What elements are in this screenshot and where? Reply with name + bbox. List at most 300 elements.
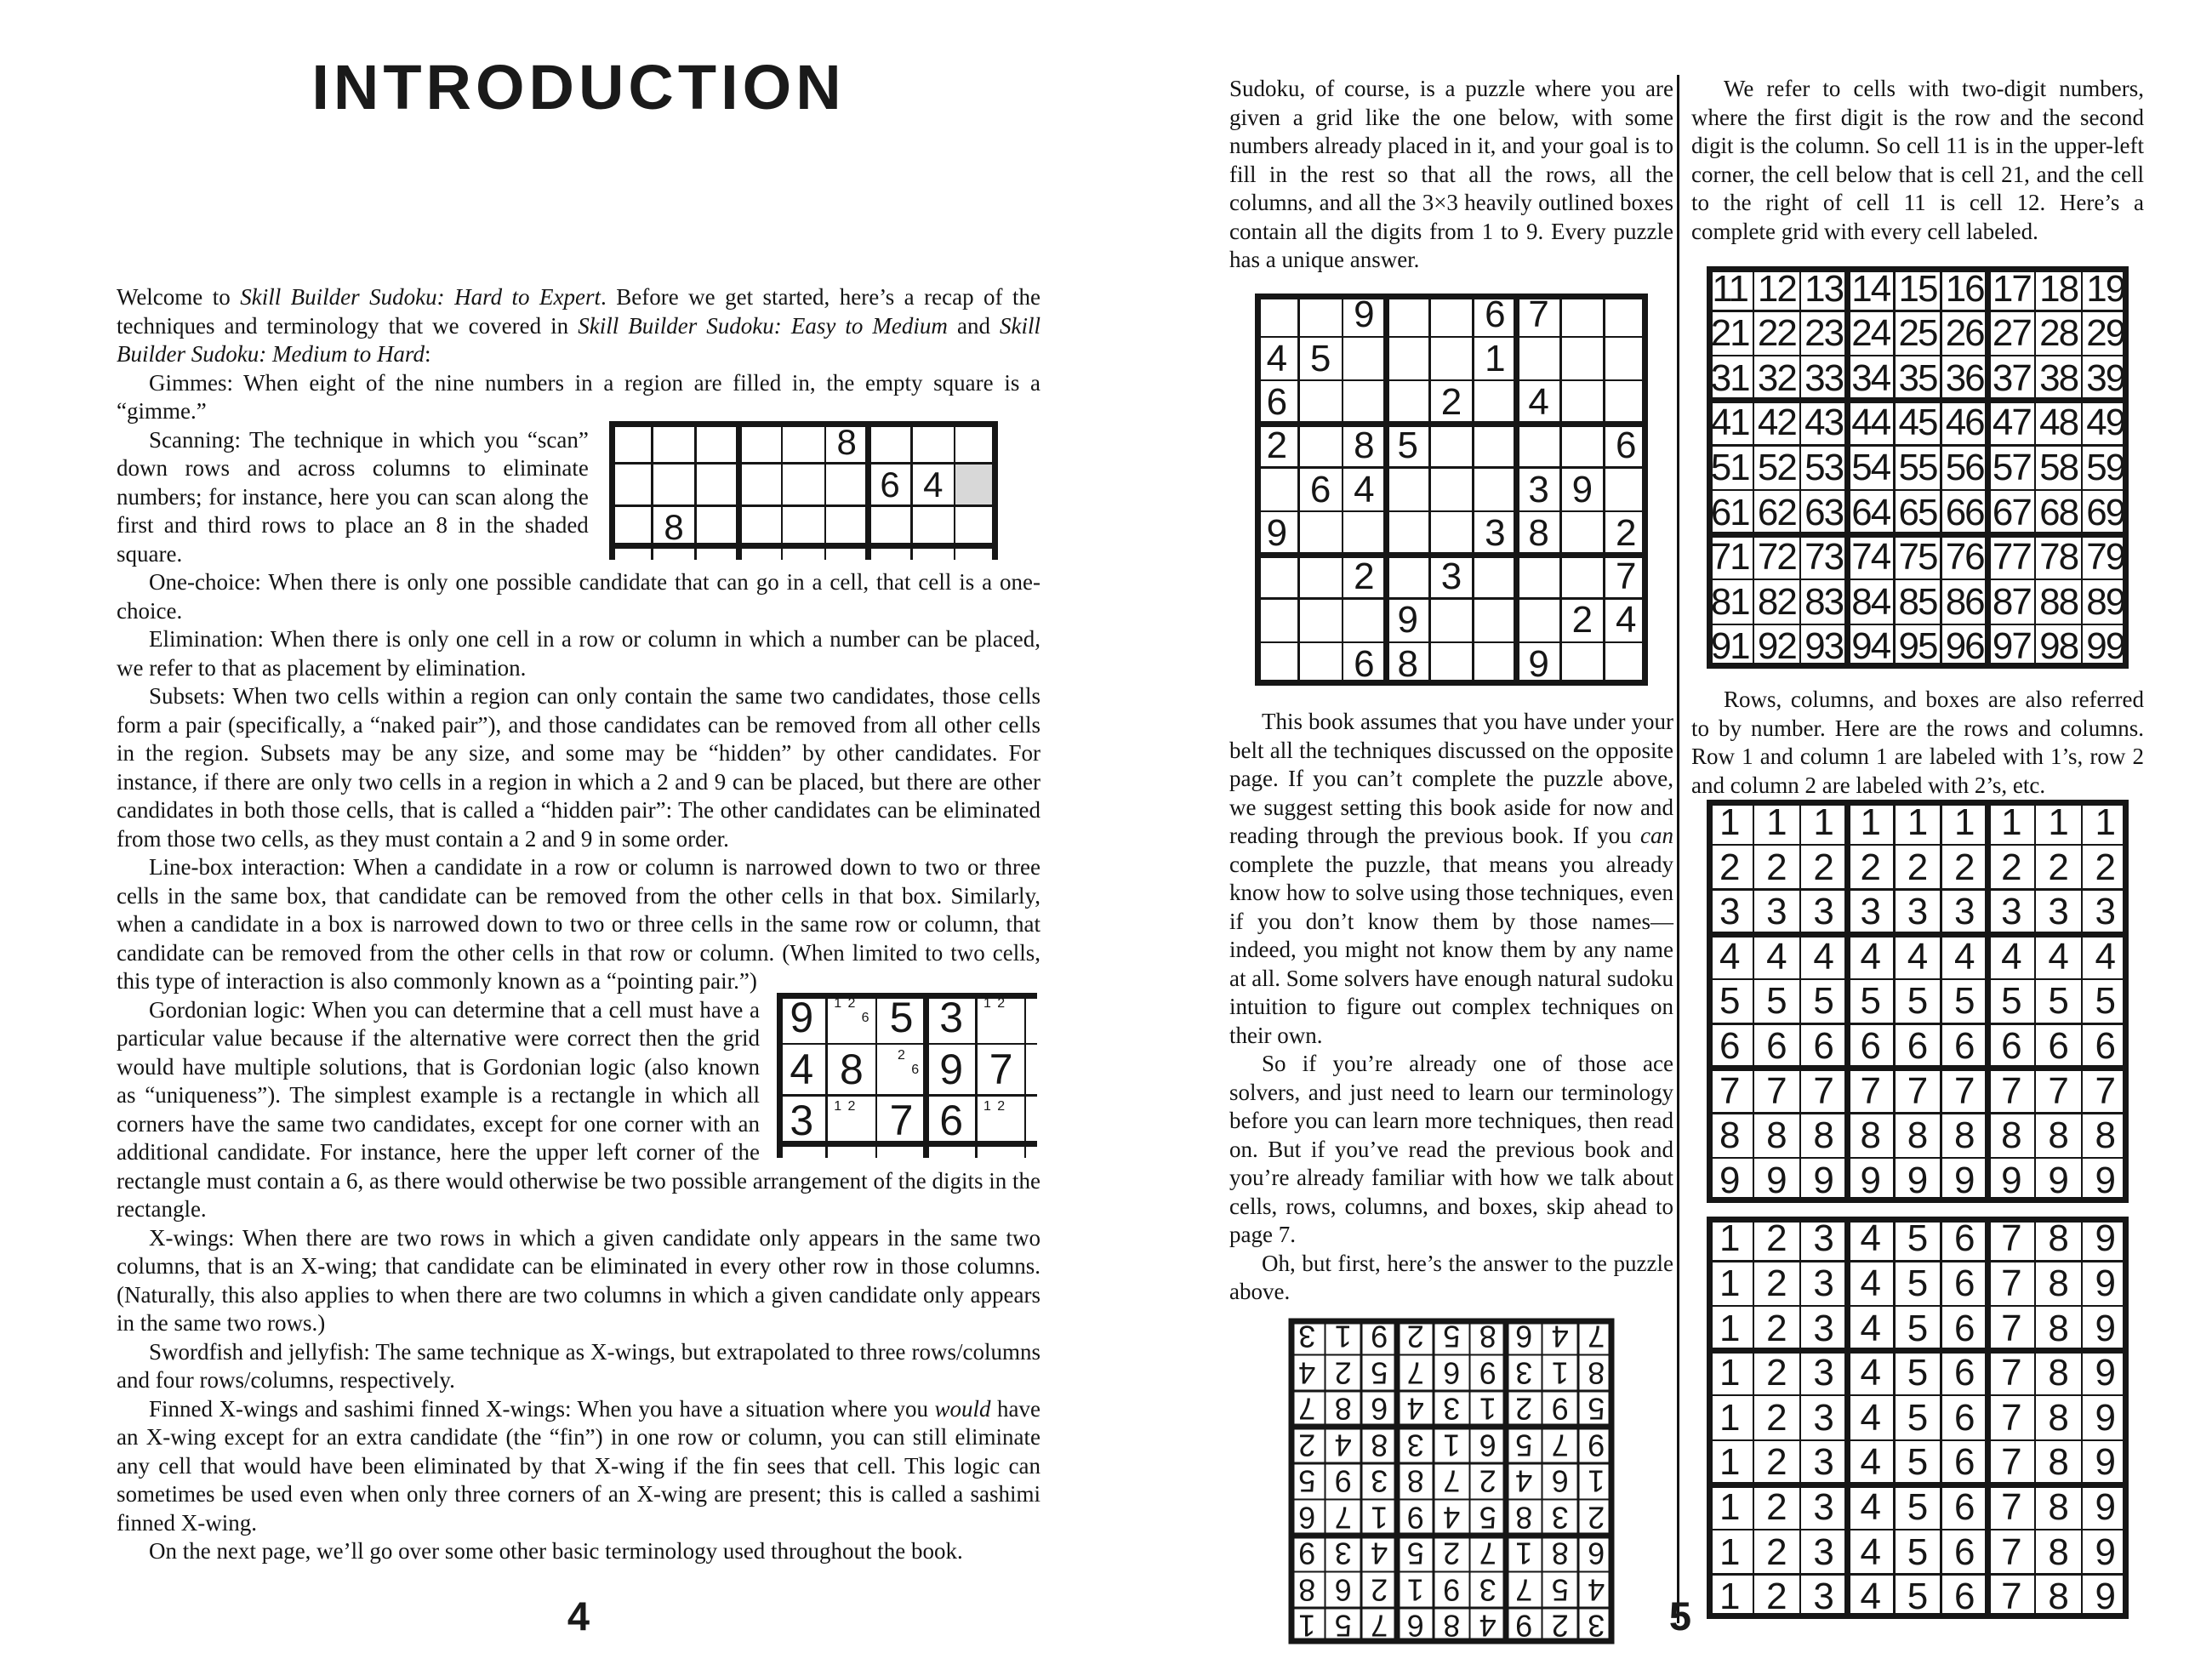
- grid-cell: 6: [1953, 1576, 1975, 1618]
- grid-cell: 5: [1297, 1463, 1316, 1499]
- grid-cell: 16: [1945, 267, 1984, 310]
- paragraph: [1229, 75, 1673, 275]
- grid-cell: 1: [2095, 801, 2117, 843]
- grid-cell: 5: [1719, 980, 1741, 1023]
- italic-text: Skill Builder Sudoku: Hard to Expert: [240, 284, 601, 310]
- grid-cell: 5: [1860, 980, 1882, 1023]
- grid-cell: 5: [1907, 1262, 1929, 1304]
- right-page-left-column: [1229, 75, 1673, 1644]
- grid-cell: 46: [1945, 402, 1984, 444]
- grid-cell: 4: [1266, 337, 1288, 379]
- grid-cell: 28: [2039, 312, 2078, 355]
- candidate-digit: 6: [861, 1011, 869, 1025]
- grid-cell: 6: [1953, 1024, 1975, 1067]
- body-text: Gordonian logic: When you can determine that a cell must have a particular value because if the alternative were correct then the grid would have multiple solutions, that is Gordonian logic (also known as “uniqueness”). The simplest example is a rectangle in which all corners have the same two candidates, except for one corner with an additional candidate. For instance, here the upper left corner of the rectangle must contain a 6, as there would otherwise be two possible arrangement of the digits in the rectangle.: [117, 996, 1040, 1222]
- grid-cell: 7: [2001, 1485, 2022, 1528]
- grid-cell: 4: [1528, 380, 1549, 423]
- grid-continuation-stub: [992, 549, 998, 560]
- grid-cell: 6: [2048, 1024, 2069, 1067]
- grid-cell: 9: [1397, 599, 1418, 641]
- grid-cell: 1: [1719, 1530, 1741, 1573]
- grid-cell: 6: [1334, 1572, 1352, 1608]
- grid-cell: 4: [923, 464, 944, 504]
- cell-number-grid-wrap: [1691, 266, 2144, 669]
- paragraph: [1691, 686, 2144, 800]
- body-text: X-wings: When there are two rows in which a given candidate only appears in the same two columns, that is an X-wing; that candidate can be eliminated in every other row in those columns. (Naturally, this also applies to when there are two columns in which a given candidate only appears in the same two rows.): [117, 1224, 1040, 1336]
- grid-cell: 3: [1907, 891, 1929, 933]
- grid-cell: 6: [1953, 1396, 1975, 1439]
- grid-cell: 6: [1309, 468, 1331, 510]
- grid-cell: 4: [2048, 935, 2069, 977]
- grid-cell: 19: [2086, 267, 2125, 310]
- grid-cell: 8: [1442, 1608, 1461, 1644]
- grid-cell: 2: [1334, 1355, 1352, 1391]
- page-number-5: 5: [1668, 1593, 1692, 1639]
- page-left: [117, 51, 1040, 1566]
- grid-cell: 2: [1354, 556, 1375, 598]
- grid-cell: 4: [1860, 1530, 1882, 1573]
- grid-cell: 65: [1898, 491, 1937, 533]
- grid-cell: 3: [1297, 1319, 1316, 1354]
- grid-cell: 8: [1397, 642, 1418, 685]
- grid-cell: 9: [1571, 468, 1593, 510]
- grid-cell: 9: [1297, 1536, 1316, 1571]
- grid-cell: 9: [1551, 1391, 1569, 1427]
- candidate-digit: 2: [847, 1099, 856, 1114]
- paragraph: [117, 1338, 1040, 1395]
- scanning-example-grid: [609, 421, 998, 549]
- grid-cell: 63: [1804, 491, 1844, 533]
- body-text: Gimmes: When eight of the nine numbers in a region are filled in, the empty square is a “gimme.”: [117, 369, 1040, 424]
- grid-cell: 45: [1898, 402, 1937, 444]
- candidate-digit: 6: [911, 1062, 920, 1077]
- candidate-digit: 1: [983, 996, 991, 1012]
- scanning-example-grid-wrap: [609, 421, 998, 562]
- grid-cell: 3: [1334, 1536, 1352, 1571]
- grid-cell: 7: [1813, 1069, 1834, 1112]
- grid-cell: 3: [1813, 1441, 1834, 1484]
- grid-cell: 7: [2001, 1069, 2022, 1112]
- paragraph: [117, 682, 1040, 853]
- grid-cell: 2: [1766, 1262, 1787, 1304]
- grid-cell: 5: [1397, 425, 1418, 467]
- grid-cell: 8: [2048, 1307, 2069, 1349]
- grid-cell: 51: [1710, 446, 1749, 488]
- candidate-digit: 1: [834, 996, 842, 1012]
- grid-cell: 9: [2095, 1307, 2117, 1349]
- body-text: Scanning: The technique in which you “scan” down rows and across columns to eliminate numbers; for instance, here you can scan along the first and third rows to place an 8 in the shaded square.: [117, 426, 589, 567]
- grid-cell: 9: [2095, 1576, 2117, 1618]
- grid-cell: 2: [1719, 846, 1741, 888]
- grid-cell: 6: [1813, 1024, 1834, 1067]
- grid-cell: 8: [1514, 1500, 1533, 1536]
- body-text: Rows, columns, and boxes are also referred to by number. Here are the rows and columns. Row 1 and column 1 are labeled with 1’s, row 2 and column 2 are labeled with 2’s, etc.: [1691, 687, 2144, 798]
- grid-cell: 6: [1479, 1428, 1497, 1463]
- grid-cell: 9: [1442, 1572, 1461, 1608]
- grid-cell: 24: [1851, 312, 1890, 355]
- grid-cell: 9: [790, 994, 814, 1041]
- grid-cell: 1: [1860, 801, 1882, 843]
- paragraph: [117, 568, 1040, 625]
- grid-cell: 8: [1479, 1319, 1497, 1354]
- body-text: Oh, but first, here’s the answer to the puzzle above.: [1229, 1250, 1673, 1305]
- grid-cell: 1: [1719, 1441, 1741, 1484]
- grid-cell: 6: [1406, 1608, 1424, 1644]
- grid-cell: 97: [1992, 625, 2031, 668]
- grid-cell: 3: [1551, 1500, 1569, 1536]
- grid-cell: 5: [1334, 1608, 1352, 1644]
- grid-cell: 4: [2001, 935, 2022, 977]
- grid-cell: 1: [1719, 1352, 1741, 1394]
- grid-cell: 7: [1907, 1069, 1929, 1112]
- paragraph: [1229, 708, 1673, 1050]
- grid-cell: 82: [1757, 580, 1796, 623]
- paragraph: [117, 369, 1040, 426]
- grid-cell: 5: [1479, 1500, 1497, 1536]
- body-text: So if you’re already one of those ace solvers, and just need to learn our terminology before you can learn more techniques, then read on. But if you’ve read the previous book and you’re already familiar with how we talk about cells, rows, columns, and boxes, skip ahead to page 7.: [1229, 1051, 1673, 1248]
- grid-cell: 7: [2095, 1069, 2117, 1112]
- body-text: Elimination: When there is only one cell in a row or column in which a number can be placed, we refer to that as placement by elimination.: [117, 626, 1040, 681]
- grid-cell: 87: [1992, 580, 2031, 623]
- grid-cell: 8: [2001, 1114, 2022, 1157]
- grid-cell: 8: [1370, 1428, 1388, 1463]
- grid-cell: 1: [1766, 801, 1787, 843]
- grid-cell: 2: [1766, 846, 1787, 888]
- body-text: complete the puzzle, that means you already know how to solve using those techniques, even if you don’t know them by those names—indeed, you might not know them by any name at all. Some solvers have enough natural sudoku intuition to figure out complex techniques on their own.: [1229, 851, 1673, 1048]
- grid-cell: 43: [1804, 402, 1844, 444]
- grid-cell: 3: [1479, 1572, 1497, 1608]
- grid-cell: 3: [790, 1097, 814, 1144]
- grid-cell: 2: [1766, 1530, 1787, 1573]
- grid-cell: 88: [2039, 580, 2078, 623]
- grid-cell: 2: [1766, 1307, 1787, 1349]
- body-text: Subsets: When two cells within a region can only contain the same two candidates, those cells form a pair (specifically, a “naked pair”), and those candidates can be removed from all other cells in the region. Subsets may be any size, and some may be “hidden” by other candidates. For instance, if there are only two cells in a region in which a 2 and 9 can be placed, but there are other candidates in both those cells, that is called a “hidden pair”: The other candidates can be eliminated from those two cells, as they must contain a 2 and 9 in some order.: [117, 683, 1040, 852]
- grid-cell: 44: [1851, 402, 1890, 444]
- grid-cell: 18: [2039, 267, 2078, 310]
- grid-cell: 91: [1710, 625, 1749, 668]
- grid-cell: 2: [1766, 1441, 1787, 1484]
- body-text: . Before we get started, here’s a recap of the techniques and terminology that we covered in: [117, 284, 1040, 339]
- grid-cell: 8: [1551, 1536, 1569, 1571]
- grid-cell: 49: [2086, 402, 2125, 444]
- grid-cell: 98: [2039, 625, 2078, 668]
- candidate-digit: 1: [834, 1099, 842, 1114]
- grid-cell: 2: [1297, 1428, 1316, 1463]
- cell-number-grid: [1707, 266, 2129, 669]
- grid-cell: 7: [1528, 294, 1549, 336]
- grid-cell: 77: [1992, 536, 2031, 579]
- grid-cell: 5: [1907, 1485, 1929, 1528]
- grid-cell: 2: [1514, 1391, 1533, 1427]
- grid-cell: 11: [1712, 267, 1748, 310]
- grid-cell: 59: [2086, 446, 2125, 488]
- grid-cell: 38: [2039, 356, 2078, 399]
- grid-cell: 81: [1710, 580, 1749, 623]
- grid-cell: 95: [1898, 625, 1937, 668]
- grid-cell: 8: [2048, 1262, 2069, 1304]
- grid-cell: 42: [1757, 402, 1796, 444]
- grid-cell: 3: [1587, 1608, 1605, 1644]
- grid-cell: 69: [2086, 491, 2125, 533]
- grid-cell: 5: [1907, 1441, 1929, 1484]
- grid-cell: 4: [1442, 1500, 1461, 1536]
- grid-cell: 2: [1442, 1536, 1461, 1571]
- paragraph: [1229, 1050, 1673, 1250]
- grid-cell: 2: [2048, 846, 2069, 888]
- grid-cell: 6: [2001, 1024, 2022, 1067]
- grid-cell: 9: [2095, 1396, 2117, 1439]
- grid-cell: 1: [1551, 1355, 1569, 1391]
- grid-cell: 9: [2095, 1530, 2117, 1573]
- grid-cell: 5: [1813, 980, 1834, 1023]
- column-numbers-grid-wrap: [1691, 1217, 2144, 1619]
- grid-cell: 78: [2039, 536, 2078, 579]
- grid-cell: 4: [1766, 935, 1787, 977]
- grid-cell: 7: [2001, 1217, 2022, 1260]
- italic-text: Skill Builder Sudoku: Medium to Hard: [117, 312, 1040, 367]
- grid-cell: 25: [1898, 312, 1937, 355]
- column-numbers-grid: [1707, 1217, 2129, 1619]
- grid-cell: 6: [1370, 1391, 1388, 1427]
- grid-cell: 6: [1953, 1217, 1975, 1260]
- sample-puzzle-grid: [1255, 294, 1648, 687]
- grid-cell: 22: [1757, 312, 1796, 355]
- grid-cell: 3: [1719, 891, 1741, 933]
- grid-cell: 9: [1266, 511, 1288, 554]
- grid-line: [781, 421, 784, 549]
- grid-continuation-stub: [923, 1147, 929, 1158]
- grid-cell: 3: [1813, 1307, 1834, 1349]
- grid-cell: 1: [1442, 1428, 1461, 1463]
- grid-cell: 9: [1766, 1159, 1787, 1201]
- grid-cell: 2: [1953, 846, 1975, 888]
- grid-cell: 3: [939, 994, 963, 1041]
- grid-cell: 5: [2048, 980, 2069, 1023]
- grid-cell: 9: [1813, 1159, 1834, 1201]
- grid-cell: 3: [1813, 1485, 1834, 1528]
- grid-cell: 13: [1804, 267, 1844, 310]
- grid-cell: 2: [1587, 1500, 1605, 1536]
- body-text: Line-box interaction: When a candidate in a row or column is narrowed down to two or three cells in the same box, that candidate can be removed from the other cells in that box. Similarly, when a candidate in a box is narrowed down to two or three cells in the same row or column, that candidate can be removed from the other cells in that row or column. (When limited to two cells, this type of interaction is also commonly known as a “pointing pair.”): [117, 854, 1040, 994]
- grid-cell: 6: [1615, 425, 1637, 467]
- grid-cell: 9: [1370, 1319, 1388, 1354]
- grid-cell: 5: [1309, 337, 1331, 379]
- grid-cell: 1: [1719, 1576, 1741, 1618]
- grid-cell: 8: [1587, 1355, 1605, 1391]
- grid-cell: 34: [1851, 356, 1890, 399]
- grid-cell: 2: [1615, 511, 1637, 554]
- grid-cell: 31: [1710, 356, 1749, 399]
- grid-cell: 4: [1813, 935, 1834, 977]
- grid-cell: 5: [1587, 1391, 1605, 1427]
- grid-cell: 6: [1766, 1024, 1787, 1067]
- grid-cell: 9: [1354, 294, 1375, 336]
- grid-cell: 3: [2095, 891, 2117, 933]
- grid-cell: 3: [1813, 1262, 1834, 1304]
- grid-cell: 1: [1514, 1536, 1533, 1571]
- grid-continuation-stub: [777, 1147, 783, 1158]
- grid-cell: 7: [1297, 1391, 1316, 1427]
- grid-cell: 33: [1804, 356, 1844, 399]
- grid-cell: 7: [889, 1097, 914, 1144]
- grid-continuation-stub: [975, 1147, 978, 1158]
- grid-cell: 99: [2086, 625, 2125, 668]
- shaded-cell: [955, 465, 997, 505]
- grid-cell: 4: [1860, 1441, 1882, 1484]
- grid-cell: 6: [1953, 1485, 1975, 1528]
- grid-cell: 7: [1370, 1608, 1388, 1644]
- grid-continuation-stub: [781, 549, 784, 560]
- grid-line: [609, 421, 615, 549]
- grid-cell: 7: [2001, 1441, 2022, 1484]
- grid-cell: 3: [2001, 891, 2022, 933]
- grid-continuation-stub: [1026, 1094, 1037, 1097]
- body-text: We refer to cells with two-digit numbers, where the first digit is the row and the second digit is the column. So cell 11 is in the upper-left corner, the cell below that is cell 21, and the cell to the right of cell 11 is cell 12. Here’s a complete grid with every cell labeled.: [1691, 76, 2144, 244]
- grid-cell: 8: [2048, 1352, 2069, 1394]
- grid-cell: 2: [1406, 1319, 1424, 1354]
- grid-continuation-stub: [694, 549, 697, 560]
- grid-cell: 1: [1719, 801, 1741, 843]
- grid-cell: 9: [1860, 1159, 1882, 1201]
- grid-cell: 2: [1571, 599, 1593, 641]
- paragraph: [117, 853, 1040, 996]
- grid-cell: 4: [790, 1045, 814, 1093]
- grid-cell: 89: [2086, 580, 2125, 623]
- grid-cell: 1: [1297, 1608, 1316, 1644]
- grid-cell: 4: [1860, 1262, 1882, 1304]
- grid-continuation-stub: [865, 549, 871, 560]
- grid-cell: 6: [1953, 1262, 1975, 1304]
- grid-cell: 79: [2086, 536, 2125, 579]
- grid-cell: 7: [1551, 1428, 1569, 1463]
- grid-cell: 5: [1907, 1530, 1929, 1573]
- grid-cell: 2: [1551, 1608, 1569, 1644]
- grid-cell: 6: [1953, 1307, 1975, 1349]
- grid-cell: 6: [2095, 1024, 2117, 1067]
- paragraph: [117, 283, 1040, 369]
- grid-cell: 37: [1992, 356, 2031, 399]
- gordonian-example-grid: [777, 993, 1026, 1148]
- grid-continuation-stub: [1026, 993, 1037, 999]
- grid-cell: 41: [1710, 402, 1749, 444]
- grid-cell: 9: [2095, 1352, 2117, 1394]
- grid-line: [1255, 294, 1648, 299]
- body-text: This book assumes that you have under your belt all the techniques discussed on the opposite page. If you can’t complete the puzzle above, we suggest setting this book aside for now and reading through the previous book. If you: [1229, 709, 1673, 849]
- grid-cell: 3: [1440, 556, 1462, 598]
- sample-puzzle-grid-wrap: [1229, 294, 1673, 687]
- paragraph: [117, 625, 1040, 682]
- grid-cell: 2: [1766, 1217, 1787, 1260]
- grid-cell: 8: [1860, 1114, 1882, 1157]
- grid-cell: 6: [1587, 1536, 1605, 1571]
- grid-cell: 83: [1804, 580, 1844, 623]
- grid-cell: 2: [1370, 1572, 1388, 1608]
- grid-cell: 9: [1406, 1500, 1424, 1536]
- grid-cell: 1: [1485, 337, 1506, 379]
- right-page-right-column: [1691, 75, 2144, 1619]
- grid-cell: 6: [1514, 1319, 1533, 1354]
- grid-cell: 2: [1440, 380, 1462, 423]
- body-text: Sudoku, of course, is a puzzle where you are given a grid like the one below, with some numbers already placed in it, and your goal is to fill in the rest so that all the rows, all the columns, and all the 3×3 heavily outlined boxes contain all the digits from 1 to 9. Every puzzle has a unique answer.: [1229, 76, 1673, 272]
- grid-cell: 17: [1992, 267, 2031, 310]
- grid-cell: 8: [1953, 1114, 1975, 1157]
- grid-cell: 1: [1719, 1396, 1741, 1439]
- body-text: :: [424, 341, 431, 367]
- grid-cell: 36: [1945, 356, 1984, 399]
- italic-text: Skill Builder Sudoku: Easy to Medium: [578, 312, 948, 339]
- grid-cell: 26: [1945, 312, 1984, 355]
- grid-cell: 67: [1992, 491, 2031, 533]
- grid-continuation-stub: [875, 1147, 878, 1158]
- grid-cell: 9: [2048, 1159, 2069, 1201]
- grid-cell: 4: [1860, 1307, 1882, 1349]
- page-title: INTRODUCTION: [311, 52, 846, 123]
- grid-cell: 6: [1266, 380, 1288, 423]
- grid-cell: 4: [1354, 468, 1375, 510]
- gordonian-example-grid-wrap: [777, 993, 1039, 1161]
- grid-cell: 9: [2095, 1485, 2117, 1528]
- grid-cell: 6: [1907, 1024, 1929, 1067]
- grid-cell: 2: [1766, 1396, 1787, 1439]
- grid-cell: 93: [1804, 625, 1844, 668]
- grid-cell: 2: [1907, 846, 1929, 888]
- grid-cell: 3: [1813, 1217, 1834, 1260]
- grid-cell: 7: [2001, 1396, 2022, 1439]
- grid-continuation-stub: [910, 549, 913, 560]
- grid-continuation-stub: [609, 549, 615, 560]
- italic-text: can: [1640, 823, 1673, 849]
- grid-cell: 57: [1992, 446, 2031, 488]
- grid-cell: 8: [1766, 1114, 1787, 1157]
- grid-cell: 4: [1953, 935, 1975, 977]
- grid-continuation-stub: [1026, 1043, 1037, 1046]
- grid-line: [992, 421, 998, 549]
- grid-cell: 5: [2001, 980, 2022, 1023]
- grid-cell: 8: [1334, 1391, 1352, 1427]
- grid-cell: 2: [2095, 846, 2117, 888]
- grid-cell: 3: [1813, 1530, 1834, 1573]
- grid-continuation-stub: [1024, 1147, 1027, 1158]
- grid-cell: 7: [1719, 1069, 1741, 1112]
- grid-cell: 1: [1587, 1463, 1605, 1499]
- grid-cell: 5: [1907, 1352, 1929, 1394]
- grid-cell: 7: [989, 1045, 1013, 1093]
- grid-cell: 5: [1907, 1576, 1929, 1618]
- grid-cell: 58: [2039, 446, 2078, 488]
- body-text: Welcome to: [117, 284, 241, 310]
- grid-cell: 4: [1406, 1391, 1424, 1427]
- paragraph: [117, 1395, 1040, 1538]
- grid-cell: 8: [1813, 1114, 1834, 1157]
- grid-cell: 8: [2048, 1217, 2069, 1260]
- grid-cell: 1: [2048, 801, 2069, 843]
- grid-cell: 52: [1757, 446, 1796, 488]
- grid-cell: 5: [1551, 1572, 1569, 1608]
- grid-cell: 64: [1851, 491, 1890, 533]
- grid-cell: 75: [1898, 536, 1937, 579]
- grid-cell: 5: [1953, 980, 1975, 1023]
- grid-cell: 8: [2048, 1441, 2069, 1484]
- grid-cell: 4: [1370, 1536, 1388, 1571]
- grid-cell: 47: [1992, 402, 2031, 444]
- grid-cell: 84: [1851, 580, 1890, 623]
- grid-cell: 5: [1514, 1428, 1533, 1463]
- candidate-digit: 1: [983, 1099, 991, 1114]
- row-numbers-grid-wrap: [1691, 800, 2144, 1202]
- grid-cell: 61: [1710, 491, 1749, 533]
- grid-cell: 2: [1766, 1352, 1787, 1394]
- grid-cell: 3: [1813, 891, 1834, 933]
